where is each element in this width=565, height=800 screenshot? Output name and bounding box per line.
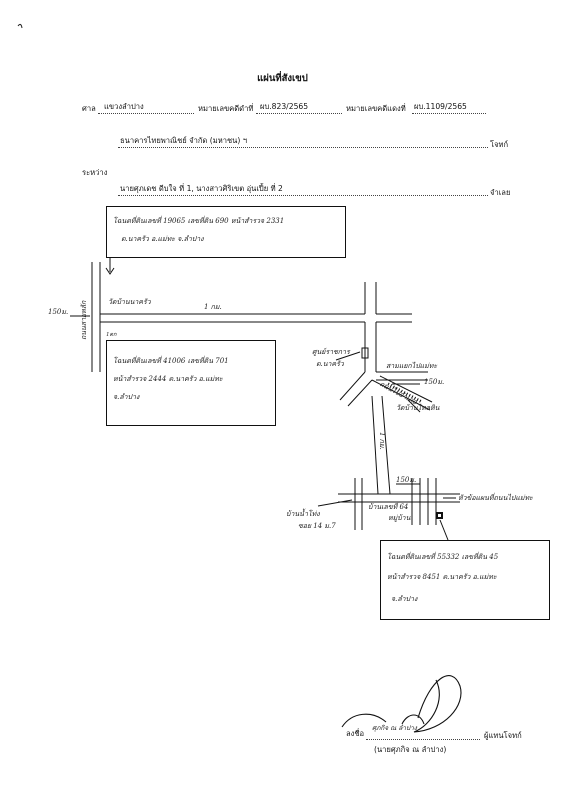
- land-deed-box-2: [106, 340, 276, 426]
- court-value: แขวงลำปาง: [104, 102, 144, 111]
- label-office-b: ต.นาครัว: [316, 360, 344, 368]
- land-deed-2-line-1: โฉนดที่ดินเลขที่ 41006 เลขที่ดิน 701: [113, 357, 229, 365]
- red-case-value: ผบ.1109/2565: [414, 102, 467, 111]
- land-deed-box-1: [106, 206, 346, 258]
- signer-name: (นายศุภกิจ ณ ลำปาง): [374, 745, 447, 754]
- black-case-label: หมายเลขคดีดำที่: [198, 104, 254, 113]
- label-bottom-distance: 150ม.: [396, 476, 417, 484]
- land-deed-3-line-1: โฉนดที่ดินเลขที่ 55332 เลขที่ดิน 45: [387, 553, 499, 561]
- between-label: ระหว่าง: [82, 168, 108, 177]
- signer-role: ผู้แทนโจทก์: [484, 731, 522, 740]
- land-deed-3-line-2: หน้าสำรวจ 8451 ต.นาครัว อ.แม่ทะ: [387, 573, 497, 581]
- land-deed-1-line-1: โฉนดที่ดินเลขที่ 19065 เลขที่ดิน 690 หน้าสำรวจ 2331: [113, 217, 285, 225]
- black-case-value: ผบ.823/2565: [260, 102, 309, 111]
- land-deed-3-line-3: จ.ลำปาง: [391, 595, 418, 603]
- label-diag-road: ถนนไปอำเภอ: [378, 380, 419, 407]
- label-office-a: ศูนย์ราชการ: [312, 348, 350, 356]
- sign-label: ลงชื่อ: [346, 729, 365, 738]
- label-150m: 150ม.: [424, 378, 445, 386]
- label-house-number: บ้านเลขที่ 64: [368, 503, 409, 511]
- land-deed-2-line-3: จ.ลำปาง: [113, 393, 140, 401]
- signature-script: ศุภกิจ ณ ลำปาง: [372, 724, 417, 732]
- land-deed-box-3: [380, 540, 550, 620]
- label-soi-b: ซอย 14 ม.7: [298, 522, 336, 530]
- label-temple-left: วัดบ้านนาครัว: [108, 298, 151, 306]
- land-deed-2-line-2: หน้าสำรวจ 2444 ต.นาครัว อ.แม่ทะ: [113, 375, 223, 383]
- label-village: หมู่บ้าน: [388, 514, 411, 522]
- plaintiff-value: ธนาคารไทยพาณิชย์ จำกัด (มหาชน) ฯ: [120, 136, 247, 145]
- red-case-label: หมายเลขคดีแดงที่: [346, 104, 406, 113]
- label-road-1km: 1 กม.: [204, 303, 222, 311]
- defendant-label: จำเลย: [490, 188, 511, 197]
- label-soi-a: บ้านน้ำโท่ง: [286, 510, 320, 518]
- label-left-distance: 150ม.: [48, 308, 69, 316]
- label-right-bottom: หัวข้อแผนที่ถนนไปแม่ทะ: [458, 494, 533, 502]
- label-temple-right: วัดบ้านไหลหิน: [396, 404, 440, 412]
- label-vertical-mid: 1 กม.: [378, 432, 386, 450]
- label-vertical-road: ถนนสายหลัก: [80, 300, 88, 340]
- page-title: แผ่นที่สังเขป: [257, 73, 308, 84]
- plaintiff-label: โจทก์: [490, 140, 509, 149]
- label-small-mark: 1ตก: [106, 332, 117, 338]
- defendant-value: นายศุภเดช ดีบใจ ที่ 1, นางสาวศิริเขต อุ่นเปี้ย ที่ 2: [120, 184, 283, 193]
- label-junction: สามแยกไปแม่ทะ: [386, 362, 438, 370]
- land-deed-1-line-2: ต.นาครัว อ.แม่ทะ จ.ลำปาง: [121, 235, 204, 243]
- court-label: ศาล: [82, 104, 96, 113]
